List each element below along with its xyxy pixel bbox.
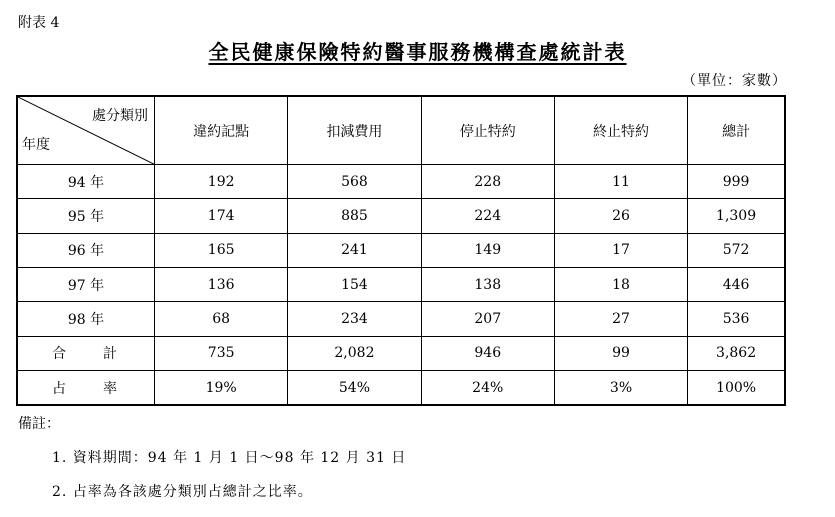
- table-cell: 446: [688, 268, 785, 302]
- row-year: 98 年: [17, 302, 155, 336]
- table-row: [17, 233, 785, 267]
- table-row: [17, 165, 785, 199]
- table-cell: 174: [155, 199, 288, 233]
- table-cell: 18: [554, 268, 687, 302]
- table-cell: 536: [688, 302, 785, 336]
- table-cell: 568: [288, 165, 421, 199]
- unit-label: （單位：家數）: [682, 73, 787, 89]
- table-cell: 2,082: [288, 336, 421, 370]
- table-cell: 165: [155, 233, 288, 267]
- table-cell: 68: [155, 302, 288, 336]
- corner-header-cell: [17, 96, 155, 165]
- table-cell: 24%: [421, 371, 554, 405]
- column-header: 違約記點: [155, 96, 288, 165]
- table-row: [17, 268, 785, 302]
- column-header: 扣減費用: [288, 96, 421, 165]
- table-cell: 19%: [155, 371, 288, 405]
- table-cell: 735: [155, 336, 288, 370]
- total-label: 合 計: [17, 336, 155, 370]
- table-cell: 207: [421, 302, 554, 336]
- table-row: [17, 302, 785, 336]
- ratio-label: 占 率: [17, 371, 155, 405]
- table-cell: 224: [421, 199, 554, 233]
- table-cell: 1,309: [688, 199, 785, 233]
- appendix-label: 附表 4: [18, 15, 60, 31]
- table-cell: 241: [288, 233, 421, 267]
- table-cell: 154: [288, 268, 421, 302]
- table-row: [17, 199, 785, 233]
- page-title: [0, 36, 835, 65]
- total-row: [17, 336, 785, 370]
- table-cell: 192: [155, 165, 288, 199]
- row-year: 95 年: [17, 199, 155, 233]
- table-cell: 946: [421, 336, 554, 370]
- table-cell: 572: [688, 233, 785, 267]
- column-header: 總計: [688, 96, 785, 165]
- table-cell: 54%: [288, 371, 421, 405]
- page-title-text: 全民健康保險特約醫事服務機構查處統計表: [208, 40, 627, 64]
- statistics-table: [16, 95, 786, 406]
- table-cell: 26: [554, 199, 687, 233]
- row-year: 94 年: [17, 165, 155, 199]
- row-year: 96 年: [17, 233, 155, 267]
- column-header: 終止特約: [554, 96, 687, 165]
- table-cell: 136: [155, 268, 288, 302]
- table-cell: 885: [288, 199, 421, 233]
- row-year: 97 年: [17, 268, 155, 302]
- table-cell: 149: [421, 233, 554, 267]
- notes-heading: 備註：: [18, 416, 60, 432]
- table-cell: 999: [688, 165, 785, 199]
- table-header-row: [17, 96, 785, 165]
- table-cell: 11: [554, 165, 687, 199]
- corner-label-year: 年度: [22, 137, 50, 154]
- table-cell: 27: [554, 302, 687, 336]
- table-cell: 234: [288, 302, 421, 336]
- note-item: 2. 占率為各該處分類別占總計之比率。: [52, 484, 313, 500]
- ratio-row: [17, 371, 785, 405]
- table-cell: 3,862: [688, 336, 785, 370]
- table-cell: 99: [554, 336, 687, 370]
- table-cell: 17: [554, 233, 687, 267]
- table-cell: 228: [421, 165, 554, 199]
- table-cell: 3%: [554, 371, 687, 405]
- column-header: 停止特約: [421, 96, 554, 165]
- note-item: 1. 資料期間：94 年 1 月 1 日～98 年 12 月 31 日: [52, 450, 407, 466]
- table-cell: 138: [421, 268, 554, 302]
- corner-label-category: 處分類別: [92, 108, 148, 124]
- table-cell: 100%: [688, 371, 785, 405]
